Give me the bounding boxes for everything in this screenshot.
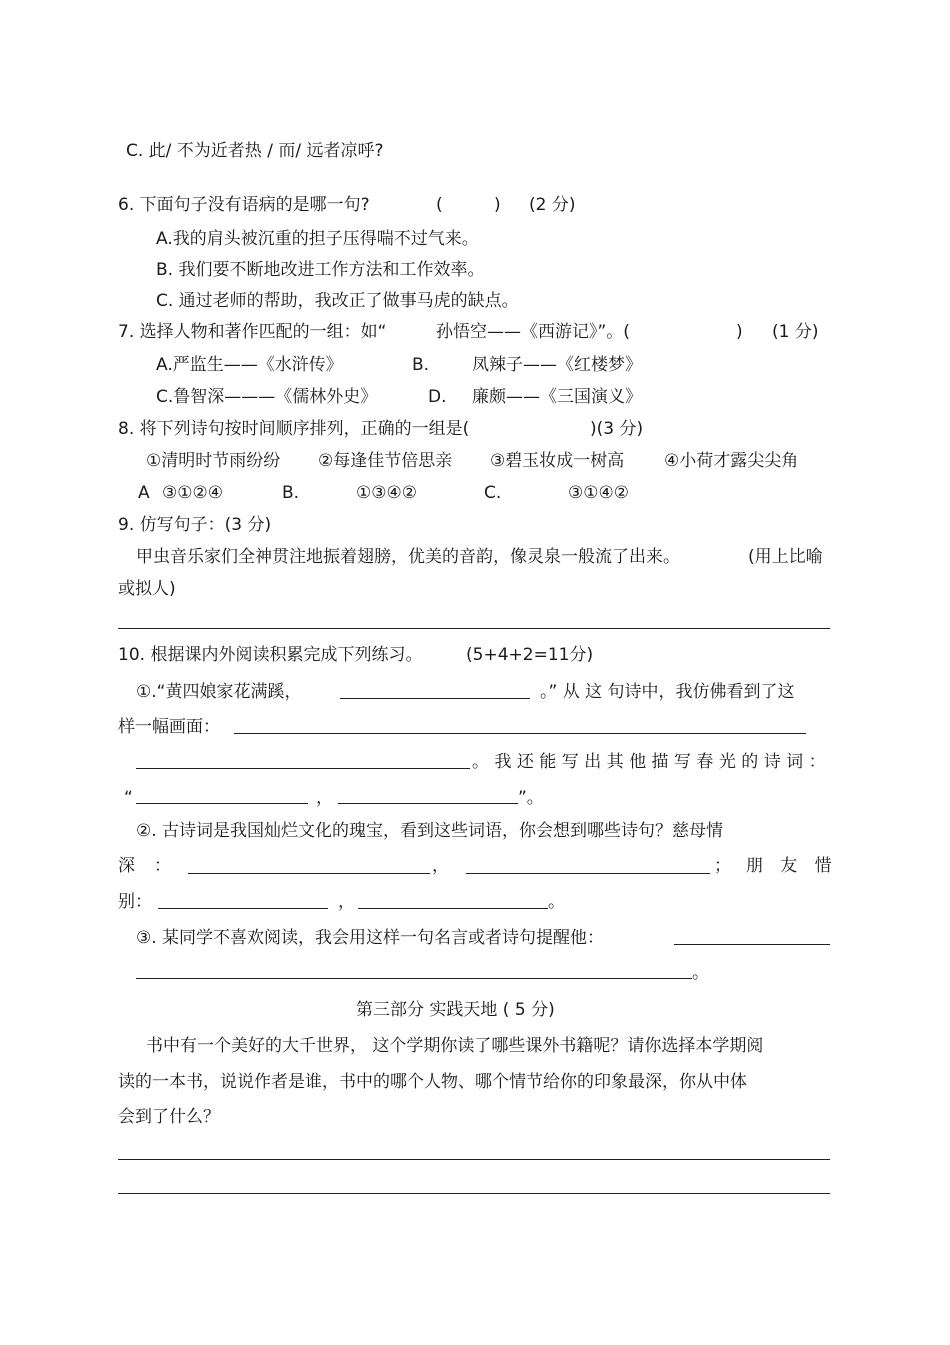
q10-p2-comma: ， — [432, 856, 449, 876]
q7-option-d-letter: D. — [428, 387, 447, 407]
q8-option-c: ③①④② — [568, 483, 629, 503]
q8-option-b: ①③④② — [356, 483, 417, 503]
q10-p1-line2: 样一幅画面： — [118, 717, 220, 737]
q10-p1-blank-4[interactable] — [136, 803, 308, 804]
q9-hint-a: (用上比喻 — [748, 547, 823, 567]
q7-option-b: 凤辣子——《红楼梦》 — [472, 355, 642, 375]
q8-option-a: ③①②④ — [162, 483, 223, 503]
q9-answer-line[interactable] — [118, 628, 830, 629]
q8-option-c-letter: C. — [484, 483, 502, 503]
q10-p2-blank-2[interactable] — [466, 873, 710, 874]
q7-option-c: C.鲁智深———《儒林外史》 — [156, 387, 378, 407]
q10-p2-start: ②. 古诗词是我国灿烂文化的瑰宝，看到这些词语，你会想到哪些诗句？慈母情 — [136, 821, 724, 841]
q10-p1-open-quote: “ — [124, 788, 133, 808]
q6-paren-open: ( — [436, 195, 443, 215]
q10-p1-mid: 。” 从 这 句诗中，我仿佛看到了这 — [540, 682, 795, 702]
q10-p2-blank-1[interactable] — [188, 873, 430, 874]
q10-p1-comma: ， — [316, 788, 333, 808]
q6-paren-close: ) — [494, 195, 501, 215]
q8-stem: 8. 将下列诗句按时间顺序排列，正确的一组是( — [118, 419, 470, 439]
part3-para-2: 读的一本书，说说作者是谁，书中的哪个人物、哪个情节给你的印象最深，你从中体 — [118, 1072, 747, 1092]
q6-option-a: A.我的肩头被沉重的担子压得喘不过气来。 — [156, 229, 479, 249]
q10-p3-period: 。 — [692, 963, 709, 983]
q10-stem: 10. 根据课内外阅读积累完成下列练习。 — [118, 645, 423, 665]
q8-item-3: ③碧玉妆成一树高 — [490, 451, 625, 471]
q7-example: 孙悟空——《西游记》”。( — [436, 322, 630, 342]
q8-option-b-letter: B. — [282, 483, 300, 503]
part3-heading: 第三部分 实践天地 ( 5 分) — [356, 1000, 555, 1020]
q10-p2-friend: 朋 友 惜 — [746, 856, 838, 876]
q6-score: (2 分) — [529, 195, 576, 215]
q6-stem: 6. 下面句子没有语病的是哪一句? — [118, 195, 370, 215]
q10-p2-comma2: ， — [338, 892, 355, 912]
part3-para-3: 会到了什么？ — [118, 1107, 220, 1127]
q10-p1-line3: 。我还能写出其他描写春光的诗词： — [472, 752, 832, 772]
q6-option-c: C. 通过老师的帮助，我改正了做事马虎的缺点。 — [156, 291, 519, 311]
part3-para-1: 书中有一个美好的大千世界， 这个学期你读了哪些课外书籍呢？请你选择本学期阅 — [146, 1036, 764, 1056]
q9-stem: 9. 仿写句子：(3 分) — [118, 515, 272, 535]
part3-answer-line-1[interactable] — [118, 1159, 830, 1160]
q10-p3-start: ③. 某同学不喜欢阅读，我会用这样一句名言或者诗句提醒他： — [136, 928, 605, 948]
q7-paren-close: ) — [736, 322, 743, 342]
q8-item-2: ②每逢佳节倍思亲 — [318, 451, 453, 471]
q10-p1-start: ①.“黄四娘家花满蹊， — [136, 682, 302, 702]
q7-option-d: 廉颇——《三国演义》 — [472, 387, 642, 407]
q10-p1-blank-2[interactable] — [234, 733, 806, 734]
q10-p3-blank-1[interactable] — [674, 944, 830, 945]
q9-hint-b: 或拟人) — [118, 579, 176, 599]
q8-option-a-letter: A — [138, 483, 150, 503]
q10-p2-farewell: 别： — [118, 892, 152, 912]
q10-p2-blank-4[interactable] — [358, 908, 548, 909]
q7-score: (1 分) — [772, 322, 819, 342]
q5-option-c: C. 此/ 不为近者热 / 而/ 远者凉呼? — [126, 141, 384, 161]
q7-option-b-letter: B. — [412, 355, 430, 375]
part3-answer-line-2[interactable] — [118, 1193, 830, 1194]
q7-stem: 7. 选择人物和著作匹配的一组：如“ — [118, 322, 387, 342]
q9-sentence: 甲虫音乐家们全神贯注地振着翅膀，优美的音韵，像灵泉一般流了出来。 — [136, 547, 680, 567]
q10-p2-deep: 深 ： — [118, 856, 178, 876]
q10-p2-period: 。 — [548, 892, 565, 912]
q10-p1-blank-3[interactable] — [136, 768, 470, 769]
q8-item-1: ①清明时节雨纷纷 — [146, 451, 281, 471]
q10-p1-blank-1[interactable] — [340, 698, 530, 699]
q10-p3-blank-2[interactable] — [136, 978, 692, 979]
q6-option-b: B. 我们要不断地改进工作方法和工作效率。 — [156, 260, 485, 280]
q8-score: )(3 分) — [590, 419, 644, 439]
q10-p1-close-quote: ”。 — [518, 788, 544, 808]
q7-option-a: A.严监生——《水浒传》 — [156, 355, 343, 375]
q10-p2-semicolon: ； — [714, 856, 731, 876]
q10-score: (5+4+2=11分) — [466, 645, 594, 665]
q10-p2-blank-3[interactable] — [158, 908, 328, 909]
q10-p1-blank-5[interactable] — [338, 803, 518, 804]
q8-item-4: ④小荷才露尖尖角 — [664, 451, 799, 471]
